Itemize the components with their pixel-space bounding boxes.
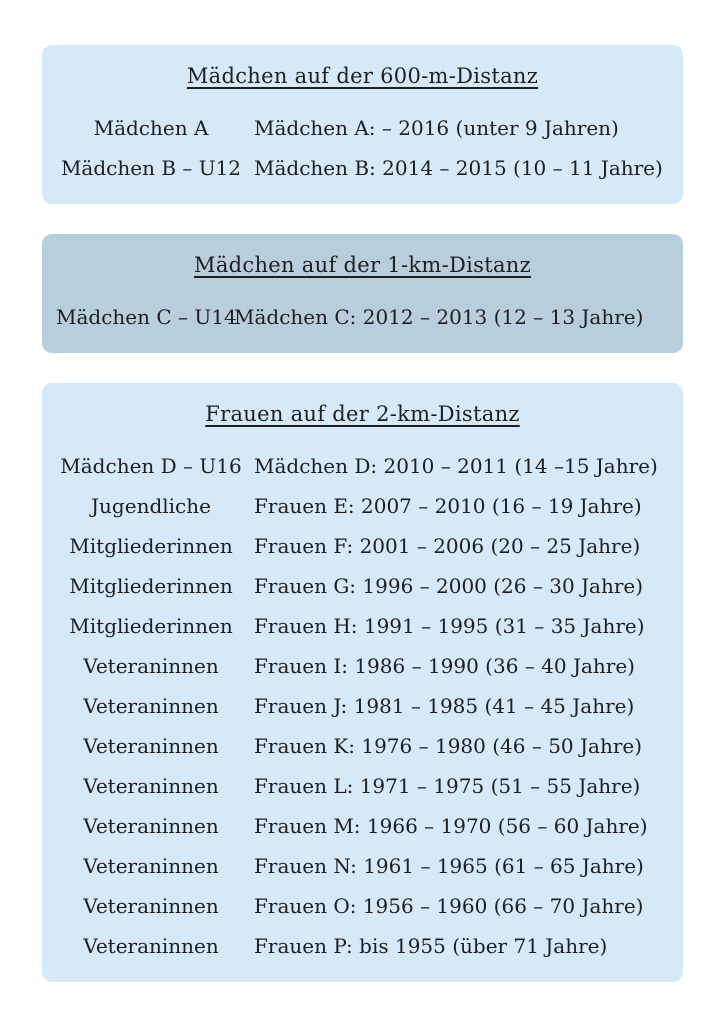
section-card-3 bbox=[42, 383, 683, 982]
category-tables bbox=[42, 45, 683, 982]
section-title: Mädchen auf der 600-m-Distanz bbox=[186, 64, 539, 88]
category-name-cell: Veteraninnen bbox=[83, 654, 219, 678]
category-name-cell: Mitgliederinnen bbox=[69, 534, 233, 558]
category-rows bbox=[56, 297, 669, 337]
section-title: Mädchen auf der 1-km-Distanz bbox=[194, 253, 531, 277]
category-name-cell: Mitgliederinnen bbox=[69, 614, 233, 638]
category-name-cell: Mädchen D – U16 bbox=[60, 454, 242, 478]
category-name-cell: Veteraninnen bbox=[83, 694, 219, 718]
category-name-cell: Mädchen C – U14 bbox=[56, 305, 237, 329]
category-description-cell: Frauen H: 1991 – 1995 (31 – 35 Jahre) bbox=[254, 614, 645, 638]
category-name-cell: Mädchen B – U12 bbox=[60, 156, 242, 180]
category-name-cell: Mitgliederinnen bbox=[69, 574, 233, 598]
category-description-cell: Frauen G: 1996 – 2000 (26 – 30 Jahre) bbox=[254, 574, 644, 598]
category-description-cell: Frauen N: 1961 – 1965 (61 – 65 Jahre) bbox=[254, 854, 644, 878]
category-name-cell: Jugendliche bbox=[91, 494, 211, 518]
category-name-cell: Veteraninnen bbox=[83, 894, 219, 918]
category-description-cell: Frauen I: 1986 – 1990 (36 – 40 Jahre) bbox=[254, 654, 635, 678]
category-name-cell: Veteraninnen bbox=[83, 854, 219, 878]
category-rows bbox=[56, 446, 669, 966]
section-title: Frauen auf der 2-km-Distanz bbox=[205, 402, 520, 426]
category-description-cell: Mädchen D: 2010 – 2011 (14 –15 Jahre) bbox=[254, 454, 658, 478]
category-description-cell: Mädchen C: 2012 – 2013 (12 – 13 Jahre) bbox=[234, 305, 644, 329]
category-description-cell: Frauen F: 2001 – 2006 (20 – 25 Jahre) bbox=[254, 534, 641, 558]
category-name-cell: Mädchen A bbox=[93, 116, 209, 140]
category-rows bbox=[56, 108, 669, 188]
category-description-cell: Frauen M: 1966 – 1970 (56 – 60 Jahre) bbox=[254, 814, 648, 838]
section-card-1 bbox=[42, 45, 683, 204]
category-name-cell: Veteraninnen bbox=[83, 734, 219, 758]
category-description-cell: Mädchen B: 2014 – 2015 (10 – 11 Jahre) bbox=[254, 156, 663, 180]
category-description-cell: Frauen E: 2007 – 2010 (16 – 19 Jahre) bbox=[254, 494, 642, 518]
category-name-cell: Veteraninnen bbox=[83, 814, 219, 838]
category-description-cell: Mädchen A: – 2016 (unter 9 Jahren) bbox=[254, 116, 619, 140]
category-name-cell: Veteraninnen bbox=[83, 934, 219, 958]
category-description-cell: Frauen O: 1956 – 1960 (66 – 70 Jahre) bbox=[254, 894, 644, 918]
category-description-cell: Frauen J: 1981 – 1985 (41 – 45 Jahre) bbox=[254, 694, 635, 718]
category-description-cell: Frauen K: 1976 – 1980 (46 – 50 Jahre) bbox=[254, 734, 643, 758]
section-card-2 bbox=[42, 234, 683, 353]
category-name-cell: Veteraninnen bbox=[83, 774, 219, 798]
category-description-cell: Frauen P: bis 1955 (über 71 Jahre) bbox=[254, 934, 608, 958]
category-description-cell: Frauen L: 1971 – 1975 (51 – 55 Jahre) bbox=[254, 774, 641, 798]
